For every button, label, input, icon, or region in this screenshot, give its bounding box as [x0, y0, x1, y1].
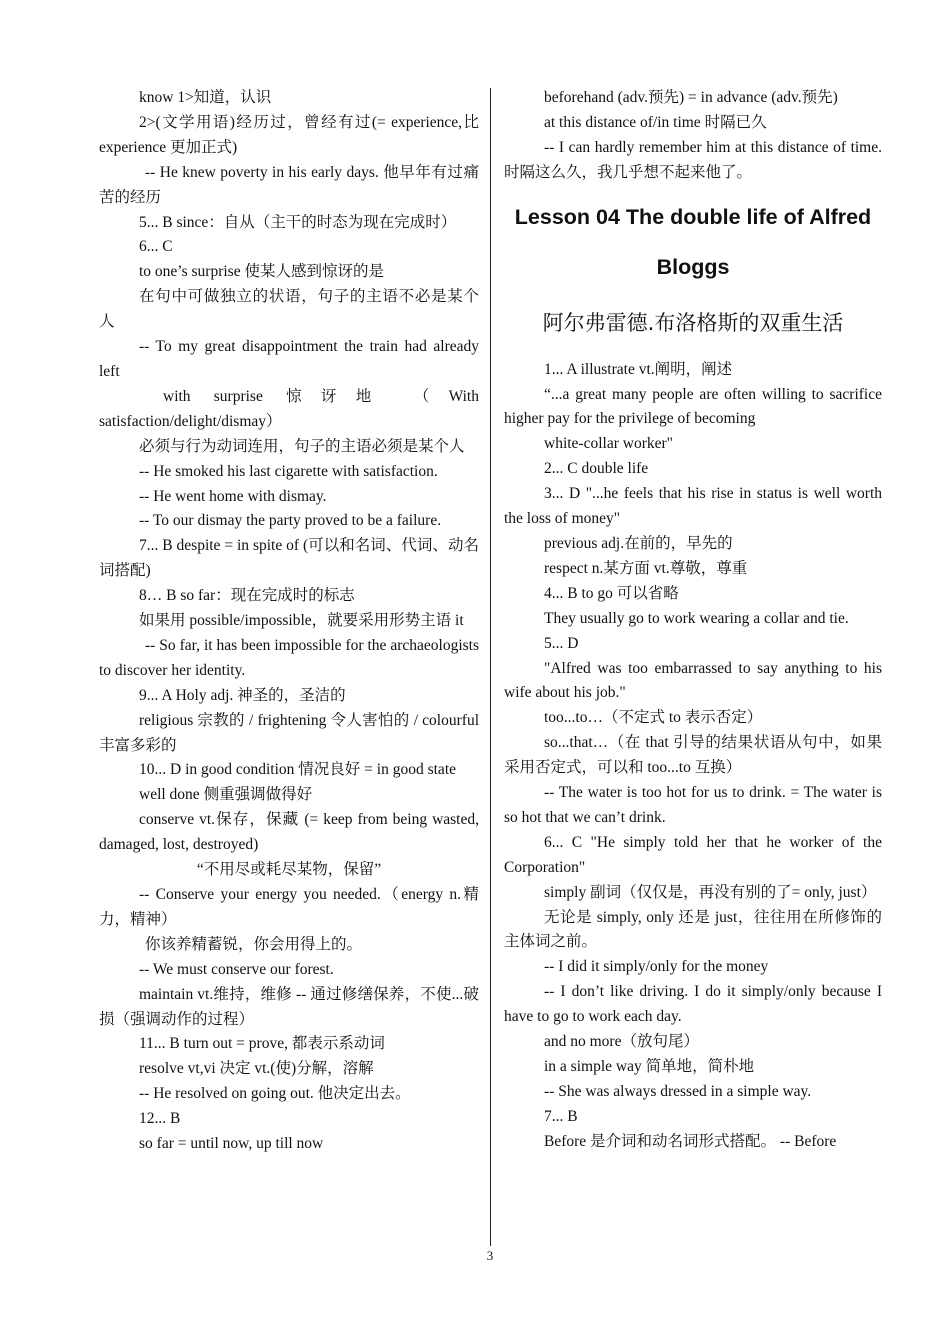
text-line: 3... D "...he feels that his rise in status is well worth the loss of money" — [504, 485, 882, 528]
text-line: 必须与行为动词连用，句子的主语必须是某个人 — [139, 437, 465, 455]
text-line: 无论是 simply, only 还是 just，往往用在所修饰的主体词之前。 — [504, 908, 882, 951]
text-line: 在句中可做独立的状语，句子的主语不必是某个人 — [99, 288, 479, 331]
lesson-title: Lesson 04 The double life of Alfred — [514, 204, 872, 229]
left-column — [99, 86, 479, 1157]
text-line: 6... C "He simply told her that he worker of the Corporation" — [504, 833, 882, 876]
text-line: 5... B since：自从（主干的时态为现在完成时） — [139, 213, 457, 231]
text-line: -- Conserve your energy you needed.（energy n.精力，精神） — [99, 886, 479, 928]
text-line: -- He knew poverty in his early days. 他早年有过痛苦的经历 — [99, 163, 479, 206]
text-line: 5... D — [544, 634, 579, 652]
text-line: 10... D in good condition 情况良好 = in good state — [139, 761, 457, 779]
text-line: 8… B so far：现在完成时的标志 — [139, 587, 355, 605]
text-line: 2... C double life — [544, 460, 649, 478]
text-line: They usually go to work wearing a collar and tie. — [544, 609, 849, 627]
right-column-top-text — [504, 86, 882, 186]
text-line: simply 副词（仅仅是，再没有别的了= only, just） — [544, 883, 877, 901]
text-line: 4... B to go 可以省略 — [544, 584, 679, 602]
text-line: previous adj.在前的，早先的 — [544, 534, 733, 552]
text-line: -- The water is too hot for us to drink. = The water is so hot that we can’t drink. — [504, 784, 882, 826]
text-line: "Alfred was too embarrassed to say anything to his wife about his job." — [504, 659, 882, 702]
text-line: to one’s surprise 使某人感到惊讶的是 — [139, 263, 384, 281]
text-line: -- So far, it has been impossible for the archaeologists to discover her identity. — [99, 636, 479, 679]
text-line: -- He went home with dismay. — [139, 487, 327, 505]
text-line: 9... A Holy adj. 神圣的，圣洁的 — [139, 686, 346, 704]
text-line: “不用尽或耗尽某物，保留” — [196, 861, 382, 879]
text-line: 7... B despite = in spite of (可以和名词、代词、动名词搭配) — [99, 537, 479, 580]
text-line: -- We must conserve our forest. — [139, 960, 334, 978]
right-column-bottom-text — [504, 358, 882, 1155]
text-line: conserve vt.保存，保藏 (= keep from being wasted, damaged, lost, destroyed) — [99, 811, 479, 854]
text-line: -- He resolved on going out. 他决定出去。 — [139, 1085, 411, 1103]
text-line: -- I can hardly remember him at this distance of time. 时隔这么久，我几乎想不起来他了。 — [504, 138, 882, 181]
text-line: 1... A illustrate vt.阐明，阐述 — [544, 360, 733, 378]
text-line: -- I don’t like driving. I do it simply/only because I have to go to work each day. — [504, 983, 882, 1026]
lesson-title-chinese: 阿尔弗雷德.布洛格斯的双重生活 — [542, 310, 844, 335]
text-line: beforehand (adv.预先) = in advance (adv.预先) — [544, 89, 838, 106]
text-line: white-collar worker" — [544, 435, 673, 453]
text-line: in a simple way 简单地，简朴地 — [544, 1058, 755, 1075]
text-line: with surprise 惊讶地 （With satisfaction/delight/dismay） — [99, 387, 479, 430]
text-line: 7... B — [544, 1107, 578, 1125]
text-line: -- To my great disappointment the train had already left — [99, 338, 479, 380]
text-line: religious 宗教的 / frightening 令人害怕的 / colourful 丰富多彩的 — [99, 711, 479, 754]
text-line: 6... C — [139, 238, 173, 256]
text-line: so far = until now, up till now — [139, 1135, 324, 1153]
text-line: well done 侧重强调做得好 — [139, 786, 313, 804]
text-line: so...that…（在 that 引导的结果状语从句中，如果采用否定式，可以和 too...to 互换） — [504, 734, 882, 777]
lesson-title-continued: Bloggs — [656, 254, 730, 279]
right-column — [504, 86, 882, 1155]
text-line: -- To our dismay the party proved to be a failure. — [139, 512, 442, 530]
text-line: Before 是介词和动名词形式搭配。 -- Before — [544, 1132, 837, 1150]
text-line: 12... B — [139, 1110, 181, 1128]
text-line: 你该养精蓄锐，你会用得上的。 — [145, 935, 363, 953]
text-line: and no more（放句尾） — [544, 1033, 699, 1051]
text-line: know 1>知道，认识 — [139, 89, 272, 106]
text-line: 11... B turn out = prove, 都表示系动词 — [139, 1035, 385, 1053]
column-divider — [490, 88, 491, 1246]
text-line: 如果用 possible/impossible，就要采用形势主语 it — [139, 612, 464, 630]
text-line: at this distance of/in time 时隔已久 — [544, 113, 767, 131]
text-line: -- She was always dressed in a simple way. — [544, 1082, 812, 1100]
text-line: -- He smoked his last cigarette with satisfaction. — [139, 462, 438, 480]
text-line: “...a great many people are often willing to sacrifice higher pay for the privilege of becoming — [504, 385, 882, 428]
text-line: -- I did it simply/only for the money — [544, 958, 769, 976]
text-line: maintain vt.维持，维修 -- 通过修缮保养，不使...破损（强调动作的过程） — [99, 985, 479, 1028]
page-number: 3 — [486, 1248, 494, 1263]
text-line: respect n.某方面 vt.尊敬，尊重 — [544, 559, 748, 577]
text-line: resolve vt,vi 决定 vt.(使)分解，溶解 — [139, 1060, 374, 1078]
text-line: 2>(文学用语)经历过，曾经有过(= experience,比 experience 更加正式) — [99, 113, 479, 156]
text-line: too...to…（不定式 to 表示否定） — [544, 709, 763, 727]
